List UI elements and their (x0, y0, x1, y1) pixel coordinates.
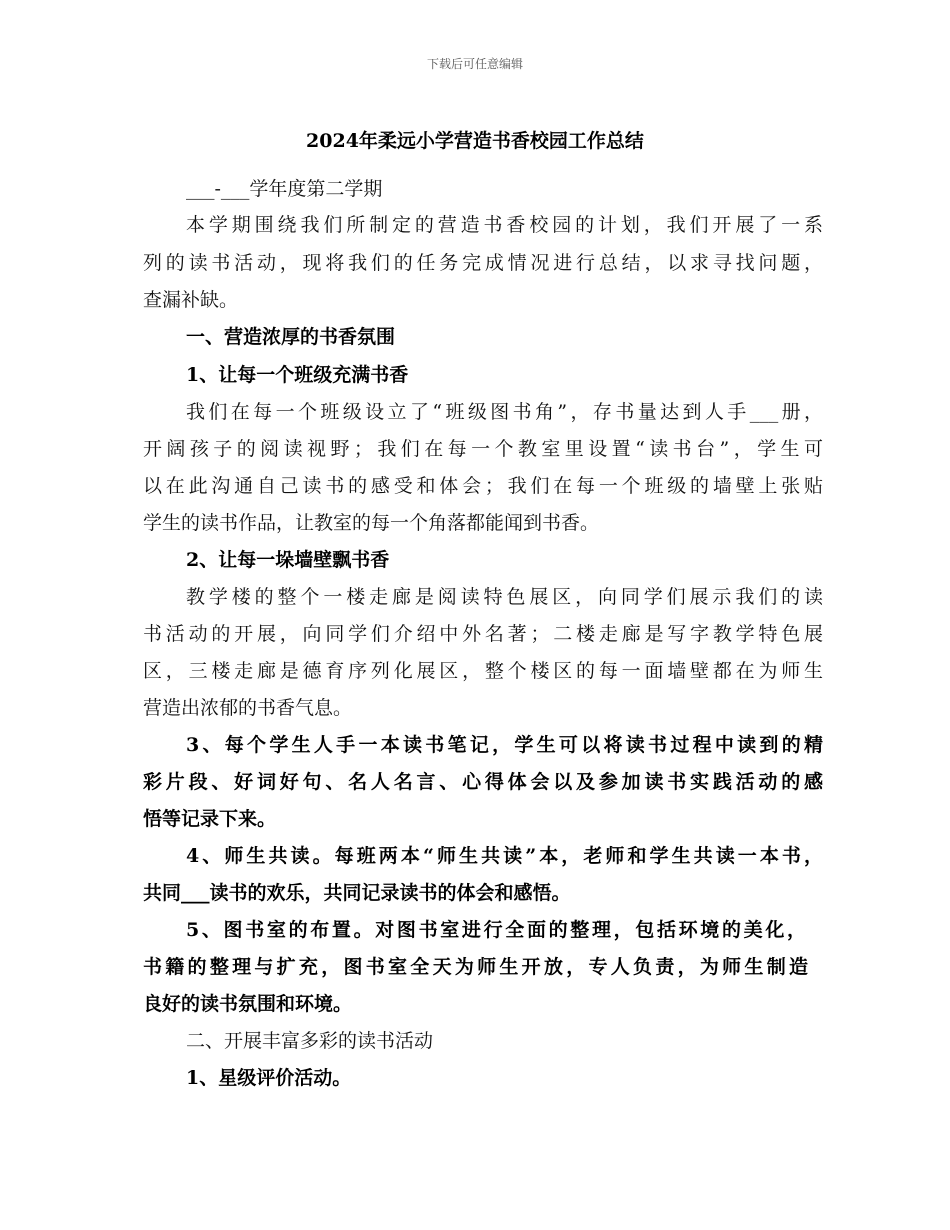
paragraph-line: 书活动的开展，向同学们介绍中外名著；二楼走廊是写字教学特色展 (143, 623, 823, 645)
semester-line: ___-___学年度第二学期 (186, 178, 383, 200)
paragraph-line: 区，三楼走廊是德育序列化展区，整个楼区的每一面墙壁都在为师生 (143, 660, 823, 682)
bold-paragraph-line: 5、图书室的布置。对图书室进行全面的整理，包括环境的美化， (186, 919, 806, 941)
bold-paragraph-line: 书籍的整理与扩充，图书室全天为师生开放，专人负责，为师生制造 (143, 956, 808, 978)
section-heading: 一、营造浓厚的书香氛围 (186, 326, 396, 348)
paragraph-line: 查漏补缺。 (143, 289, 239, 311)
bold-paragraph-line: 4、师生共读。每班两本“师生共读”本，老师和学生共读一本书， (186, 845, 823, 867)
paragraph-line: 以在此沟通自己读书的感受和体会；我们在每一个班级的墙壁上张贴 (143, 475, 823, 497)
document-title: 2024年柔远小学营造书香校园工作总结 (306, 130, 644, 152)
bold-paragraph-line: 共同___读书的欢乐，共同记录读书的体会和感悟。 (143, 882, 571, 904)
bold-paragraph-line: 3、每个学生人手一本读书笔记，学生可以将读书过程中读到的精 (186, 734, 823, 756)
subsection-heading: 1、星级评价活动。 (186, 1067, 352, 1089)
section-heading: 二、开展丰富多彩的读书活动 (186, 1030, 434, 1052)
paragraph-line: 学生的读书作品，让教室的每一个角落都能闻到书香。 (143, 512, 600, 534)
paragraph-line: 营造出浓郁的书香气息。 (143, 697, 353, 719)
paragraph-line: 开阔孩子的阅读视野；我们在每一个教室里设置“读书台”，学生可 (143, 438, 823, 460)
paragraph-line: 列的读书活动，现将我们的任务完成情况进行总结，以求寻找问题， (143, 252, 823, 274)
subsection-heading: 2、让每一垛墙壁飘书香 (186, 549, 390, 571)
paragraph-line: 本学期围绕我们所制定的营造书香校园的计划，我们开展了一系 (186, 214, 823, 236)
paragraph-line: 我们在每一个班级设立了“班级图书角”，存书量达到人手___册， (186, 401, 823, 423)
bold-paragraph-line: 悟等记录下来。 (143, 808, 277, 830)
bold-paragraph-line: 彩片段、好词好句、名人名言、心得体会以及参加读书实践活动的感 (143, 771, 823, 793)
subsection-heading: 1、让每一个班级充满书香 (186, 364, 409, 386)
bold-paragraph-line: 良好的读书氛围和环境。 (143, 993, 353, 1015)
page-header: 下载后可任意编辑 (426, 57, 523, 71)
paragraph-line: 教学楼的整个一楼走廊是阅读特色展区，向同学们展示我们的读 (186, 586, 823, 608)
